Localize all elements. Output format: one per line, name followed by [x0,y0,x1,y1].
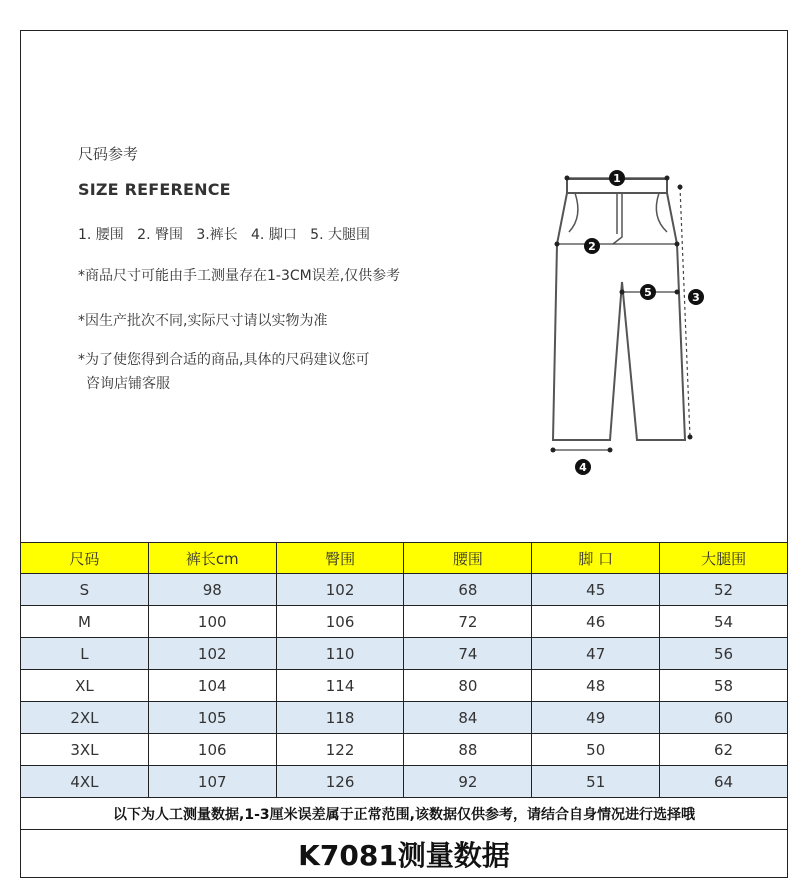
cell-length: 104 [148,670,276,702]
cell-length: 102 [148,638,276,670]
cell-thigh: 58 [660,670,788,702]
header-waist: 腰围 [404,543,532,574]
marker-1 [609,170,625,186]
cell-waist: 88 [404,734,532,766]
cell-size: 3XL [21,734,149,766]
marker-3 [688,289,704,305]
cell-thigh: 62 [660,734,788,766]
cell-length: 100 [148,606,276,638]
table-row [21,766,788,798]
cell-hem: 48 [532,670,660,702]
cell-length: 98 [148,574,276,606]
cell-waist: 74 [404,638,532,670]
cell-hip: 126 [276,766,404,798]
customer-service-note-line1: *为了使您得到合适的商品,具体的尺码建议您可 [78,352,370,368]
marker-2 [584,238,600,254]
product-measurement-title: K7081测量数据 [20,830,788,878]
svg-text:5: 5 [644,286,652,299]
cell-hip: 106 [276,606,404,638]
cell-size: L [21,638,149,670]
cell-hem: 47 [532,638,660,670]
cell-waist: 84 [404,702,532,734]
cell-hip: 114 [276,670,404,702]
cell-hip: 118 [276,702,404,734]
cell-thigh: 60 [660,702,788,734]
cell-hem: 50 [532,734,660,766]
cell-length: 107 [148,766,276,798]
cell-hip: 122 [276,734,404,766]
table-row [21,638,788,670]
marker-4 [575,459,591,475]
header-hip: 臀围 [276,543,404,574]
cell-thigh: 54 [660,606,788,638]
cell-hem: 46 [532,606,660,638]
size-table-header-row [21,543,788,574]
table-row [21,670,788,702]
cell-thigh: 56 [660,638,788,670]
svg-text:4: 4 [579,461,587,474]
cell-hem: 51 [532,766,660,798]
svg-text:2: 2 [588,240,596,253]
marker-5 [640,284,656,300]
cell-size: XL [21,670,149,702]
measurement-error-note: *商品尺寸可能由手工测量存在1-3CM误差,仅供参考 [78,268,401,284]
table-row [21,574,788,606]
size-reference-subtitle: SIZE REFERENCE [78,180,231,199]
measurement-disclaimer: 以下为人工测量数据,1-3厘米误差属于正常范围,该数据仅供参考，请结合自身情况进行选择哦 [20,799,788,830]
size-reference-title: 尺码参考 [78,145,139,163]
cell-hip: 110 [276,638,404,670]
cell-length: 106 [148,734,276,766]
customer-service-note [78,348,438,396]
cell-length: 105 [148,702,276,734]
measurement-legend: 1. 腰围 2. 臀围 3.裤长 4. 脚口 5. 大腿围 [78,227,370,243]
pants-outline-icon [553,179,685,440]
svg-text:1: 1 [613,172,621,185]
cell-waist: 80 [404,670,532,702]
table-row [21,734,788,766]
cell-hip: 102 [276,574,404,606]
cell-waist: 68 [404,574,532,606]
header-thigh: 大腿围 [660,543,788,574]
cell-size: S [21,574,149,606]
cell-size: M [21,606,149,638]
table-row [21,702,788,734]
cell-waist: 92 [404,766,532,798]
header-length: 裤长cm [148,543,276,574]
cell-size: 4XL [21,766,149,798]
customer-service-note-line2: 咨询店铺客服 [86,376,170,392]
batch-difference-note: *因生产批次不同,实际尺寸请以实物为准 [78,313,328,329]
cell-hem: 49 [532,702,660,734]
pants-measurement-diagram [545,162,715,492]
cell-waist: 72 [404,606,532,638]
header-hem: 脚 口 [532,543,660,574]
header-size: 尺码 [21,543,149,574]
cell-hem: 45 [532,574,660,606]
cell-thigh: 52 [660,574,788,606]
cell-size: 2XL [21,702,149,734]
size-table [20,542,788,798]
table-row [21,606,788,638]
svg-text:3: 3 [692,291,700,304]
cell-thigh: 64 [660,766,788,798]
